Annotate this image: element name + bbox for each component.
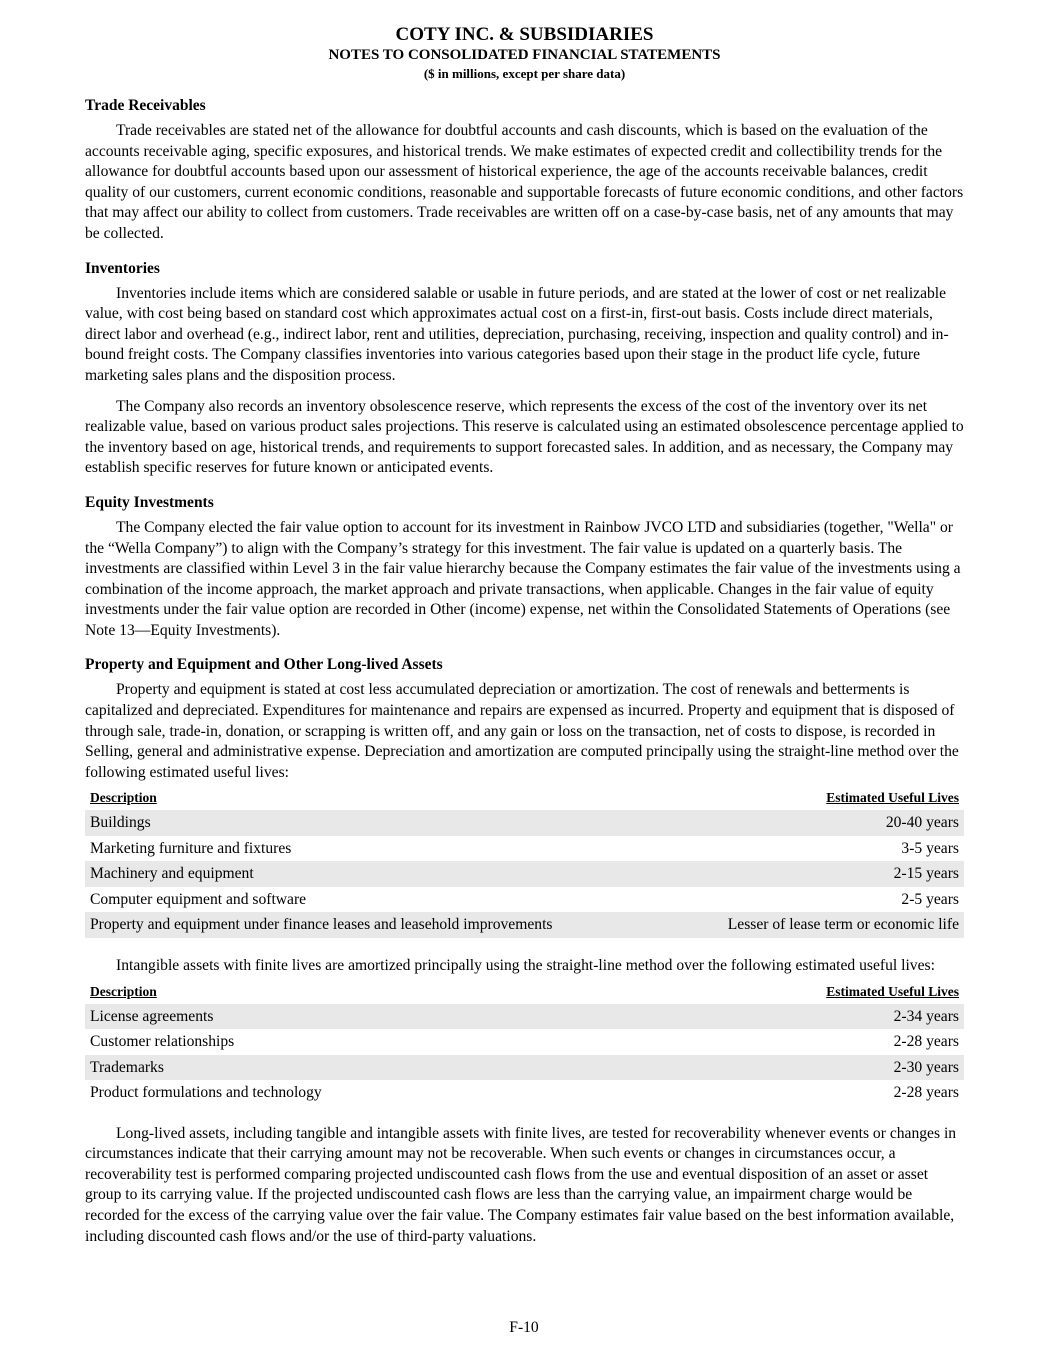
column-header: Description bbox=[90, 983, 157, 999]
column-header: Estimated Useful Lives bbox=[826, 790, 959, 806]
paragraph: Intangible assets with finite lives are amortized principally using the straight-line method over the following estimated useful lives: bbox=[116, 956, 935, 974]
column-header: Estimated Useful Lives bbox=[826, 983, 959, 999]
cell: 20-40 years bbox=[667, 810, 964, 836]
cell: 2-5 years bbox=[901, 890, 959, 908]
document-page bbox=[85, 24, 964, 1257]
cell: Computer equipment and software bbox=[90, 890, 307, 908]
table-row bbox=[85, 1004, 964, 1030]
cell: License agreements bbox=[85, 1004, 638, 1030]
cell: 2-15 years bbox=[667, 861, 964, 887]
units-note: ($ in millions, except per share data) bbox=[423, 66, 626, 81]
table-row bbox=[85, 1080, 964, 1106]
paragraph: Trade receivables are stated net of the allowance for doubtful accounts and cash discounts, which is based on the evaluation of the accounts receivable aging, specific exposures, and historical trends. We make estimates of expected credit and collectibility trends for the allowance for doubtful accounts based upon our assessment of historical experience, the age of the accounts receivable balances, credit quality of our customers, current economic conditions, reasonable and supportable forecasts of future economic conditions, and other factors that may affect our ability to collect from customers. Trade receivables are written off on a case-by-case basis, net of any amounts that may be collected. bbox=[85, 122, 964, 242]
paragraph: Property and equipment is stated at cost less accumulated depreciation or amortization. The cost of renewals and betterments is capitalized and depreciated. Expenditures for maintenance and repairs are expensed as incurred. Property and equipment that is disposed of through sale, trade-in, donation, or scrapping is written off, and any gain or loss on the transaction, net of costs to dispose, is recorded in Selling, general and administrative expense. Depreciation and amortization are computed principally using the straight-line method over the following estimated useful lives: bbox=[85, 681, 959, 781]
table-row bbox=[85, 912, 964, 938]
table-row bbox=[85, 861, 964, 887]
table-row bbox=[85, 1055, 964, 1081]
table-row bbox=[85, 836, 964, 862]
cell: Marketing furniture and fixtures bbox=[90, 839, 292, 857]
table-row bbox=[85, 1029, 964, 1055]
document-title: NOTES TO CONSOLIDATED FINANCIAL STATEMENTS bbox=[328, 47, 721, 63]
table-row bbox=[85, 887, 964, 913]
property-useful-lives-table bbox=[85, 787, 964, 938]
cell: 3-5 years bbox=[901, 839, 959, 857]
column-header: Description bbox=[90, 790, 157, 806]
section-heading-equity-investments: Equity Investments bbox=[85, 493, 214, 511]
cell: 2-28 years bbox=[893, 1084, 959, 1102]
table-row bbox=[85, 810, 964, 836]
intangible-useful-lives-table bbox=[85, 981, 964, 1106]
cell: Buildings bbox=[85, 810, 667, 836]
cell: Product formulations and technology bbox=[90, 1084, 322, 1102]
company-name: COTY INC. & SUBSIDIARIES bbox=[395, 24, 654, 45]
cell: Trademarks bbox=[85, 1055, 638, 1081]
paragraph: Inventories include items which are considered salable or usable in future periods, and are stated at the lower of cost or net realizable value, with cost being based on standard cost which approximates actual cost on a first-in, first-out basis. Costs include direct materials, direct labor and overhead (e.g., indirect labor, rent and utilities, depreciation, purchasing, receiving, inspection and quality control) and in-bound freight costs. The Company classifies inventories into various categories based upon their stage in the product life cycle, future marketing sales plans and the disposition process. bbox=[85, 284, 949, 384]
cell: Customer relationships bbox=[90, 1033, 235, 1051]
section-heading-property-equipment: Property and Equipment and Other Long-lived Assets bbox=[85, 656, 443, 674]
cell: 2-30 years bbox=[638, 1055, 964, 1081]
paragraph: The Company elected the fair value option to account for its investment in Rainbow JVCO LTD and subsidiaries (together, "Wella" or the “Wella Company”) to align with the Company’s strategy for this investment. The fair value is updated on a quarterly basis. The investments are classified within Level 3 in the fair value hierarchy because the Company estimates the fair value of the investments using a combination of the income approach, the market approach and private transactions, when applicable. Changes in the fair value of equity investments under the fair value option are recorded in Other (income) expense, net within the Consolidated Statements of Operations (see Note 13—Equity Investments). bbox=[85, 518, 961, 639]
cell: Property and equipment under finance leases and leasehold improvements bbox=[85, 912, 667, 938]
cell: 2-34 years bbox=[638, 1004, 964, 1030]
cell: Lesser of lease term or economic life bbox=[667, 912, 964, 938]
paragraph: Long-lived assets, including tangible and intangible assets with finite lives, are tested for recoverability whenever events or changes in circumstances indicate that their carrying amount may not be recoverable. When such events or changes in circumstances occur, a recoverability test is performed comparing projected undiscounted cash flows from the use and eventual disposition of an asset or asset group to its carrying value. If the projected undiscounted cash flows are less than the carrying value, an impairment charge would be recorded for the excess of the carrying value over the fair value. The Company estimates fair value based on the best information available, including discounted cash flows and/or the use of third-party valuations. bbox=[85, 1124, 957, 1245]
cell: Machinery and equipment bbox=[85, 861, 667, 887]
paragraph: The Company also records an inventory obsolescence reserve, which represents the excess of the cost of the inventory over its net realizable value, based on various product sales projections. This reserve is calculated using an estimated obsolescence percentage applied to the inventory based on age, historical trends, and requirements to support forecasted sales. In addition, and as necessary, the Company may establish specific reserves for future known or anticipated events. bbox=[85, 397, 964, 477]
section-heading-inventories: Inventories bbox=[85, 259, 160, 277]
section-heading-trade-receivables: Trade Receivables bbox=[85, 97, 206, 114]
cell: 2-28 years bbox=[893, 1033, 959, 1051]
page-number: F-10 bbox=[509, 1319, 539, 1336]
